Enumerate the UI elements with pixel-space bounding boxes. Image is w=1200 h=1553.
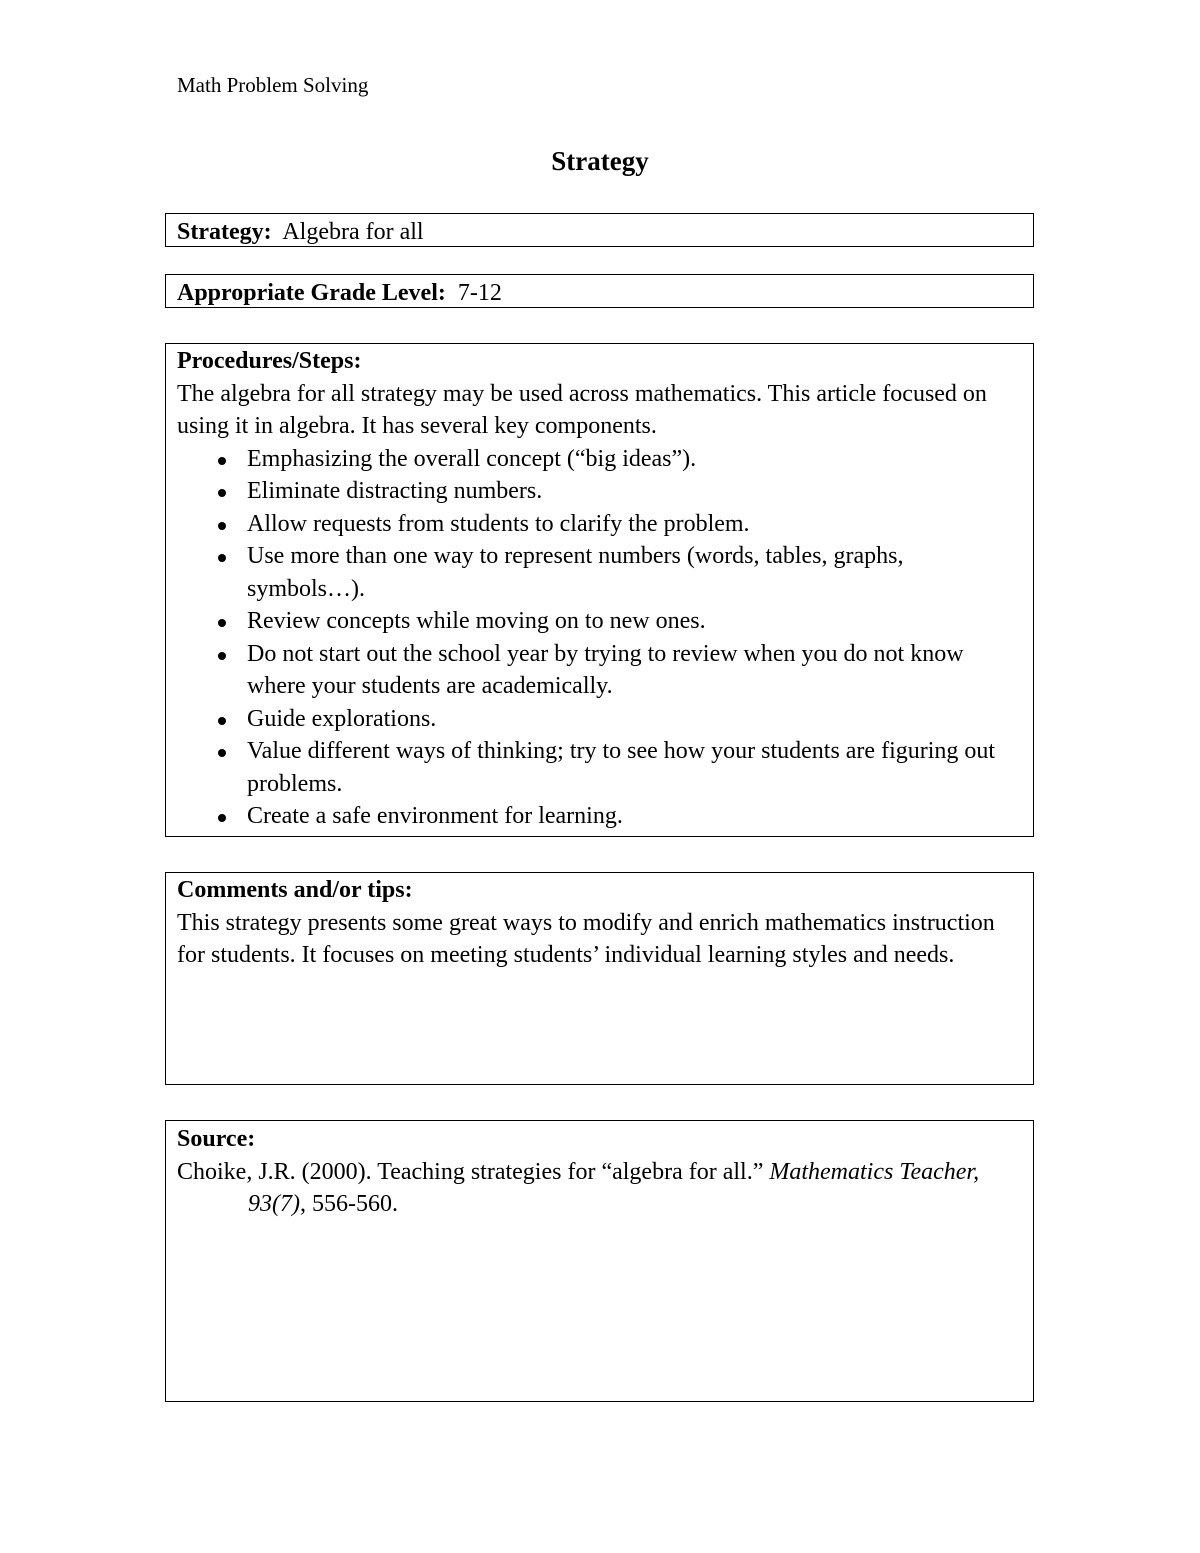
list-item-text: Value different ways of thinking; try to see how your students are figuring out problems. [247, 738, 996, 797]
list-item [177, 638, 1023, 703]
bullet-icon [218, 652, 226, 660]
source-citation [177, 1156, 1023, 1221]
bullet-icon [218, 522, 226, 530]
grade-level-value: 7-12 [457, 280, 502, 306]
bullet-icon [218, 814, 226, 822]
procedures-list [177, 443, 1023, 833]
list-item [177, 605, 1023, 638]
list-item [177, 540, 1023, 605]
bullet-icon [218, 717, 226, 725]
list-item-text: Use more than one way to represent numbers (words, tables, graphs, symbols…). [247, 543, 904, 602]
list-item [177, 800, 1023, 833]
comments-label: Comments and/or tips: [177, 877, 413, 903]
list-item-text: Emphasizing the overall concept (“big ideas”). [247, 445, 697, 472]
bullet-icon [218, 554, 226, 562]
bullet-icon [218, 749, 226, 757]
list-item [177, 703, 1023, 736]
grade-level-field [165, 274, 1034, 308]
list-item-text: Allow requests from students to clarify the problem. [247, 510, 750, 537]
list-item-text: Guide explorations. [247, 705, 437, 732]
source-label: Source: [177, 1126, 256, 1152]
bullet-icon [218, 457, 226, 465]
list-item [177, 508, 1023, 541]
list-item-text: Create a safe environment for learning. [247, 803, 623, 829]
citation-pages: , 556-560. [299, 1191, 398, 1217]
grade-level-label: Appropriate Grade Level: [177, 280, 446, 306]
strategy-label: Strategy: [177, 219, 272, 245]
list-item-text: Review concepts while moving on to new ones. [247, 608, 706, 634]
strategy-value: Algebra for all [282, 219, 424, 245]
procedures-intro: The algebra for all strategy may be used across mathematics. This article focused on using it in algebra. It has several key components. [177, 380, 987, 439]
citation-text: Choike, J.R. (2000). Teaching strategies for “algebra for all.” [177, 1158, 770, 1185]
list-item [177, 443, 1023, 476]
list-item-text: Eliminate distracting numbers. [247, 478, 543, 504]
bullet-icon [218, 489, 226, 497]
comments-section [165, 872, 1034, 1085]
list-item-text: Do not start out the school year by trying to review when you do not know where your students are academically. [247, 640, 964, 699]
citation-journal: Mathematics Teacher, 93(7) [248, 1158, 980, 1217]
procedures-label: Procedures/Steps: [177, 348, 362, 374]
page-title: Strategy [551, 146, 649, 176]
comments-text: This strategy presents some great ways to modify and enrich mathematics instruction for students. It focuses on meeting students’ individual learning styles and needs. [177, 909, 995, 968]
bullet-icon [218, 619, 226, 627]
running-head: Math Problem Solving [177, 73, 369, 97]
procedures-section [165, 343, 1034, 837]
list-item [177, 735, 1023, 800]
source-section [165, 1120, 1034, 1402]
list-item [177, 475, 1023, 508]
strategy-field [165, 213, 1034, 247]
